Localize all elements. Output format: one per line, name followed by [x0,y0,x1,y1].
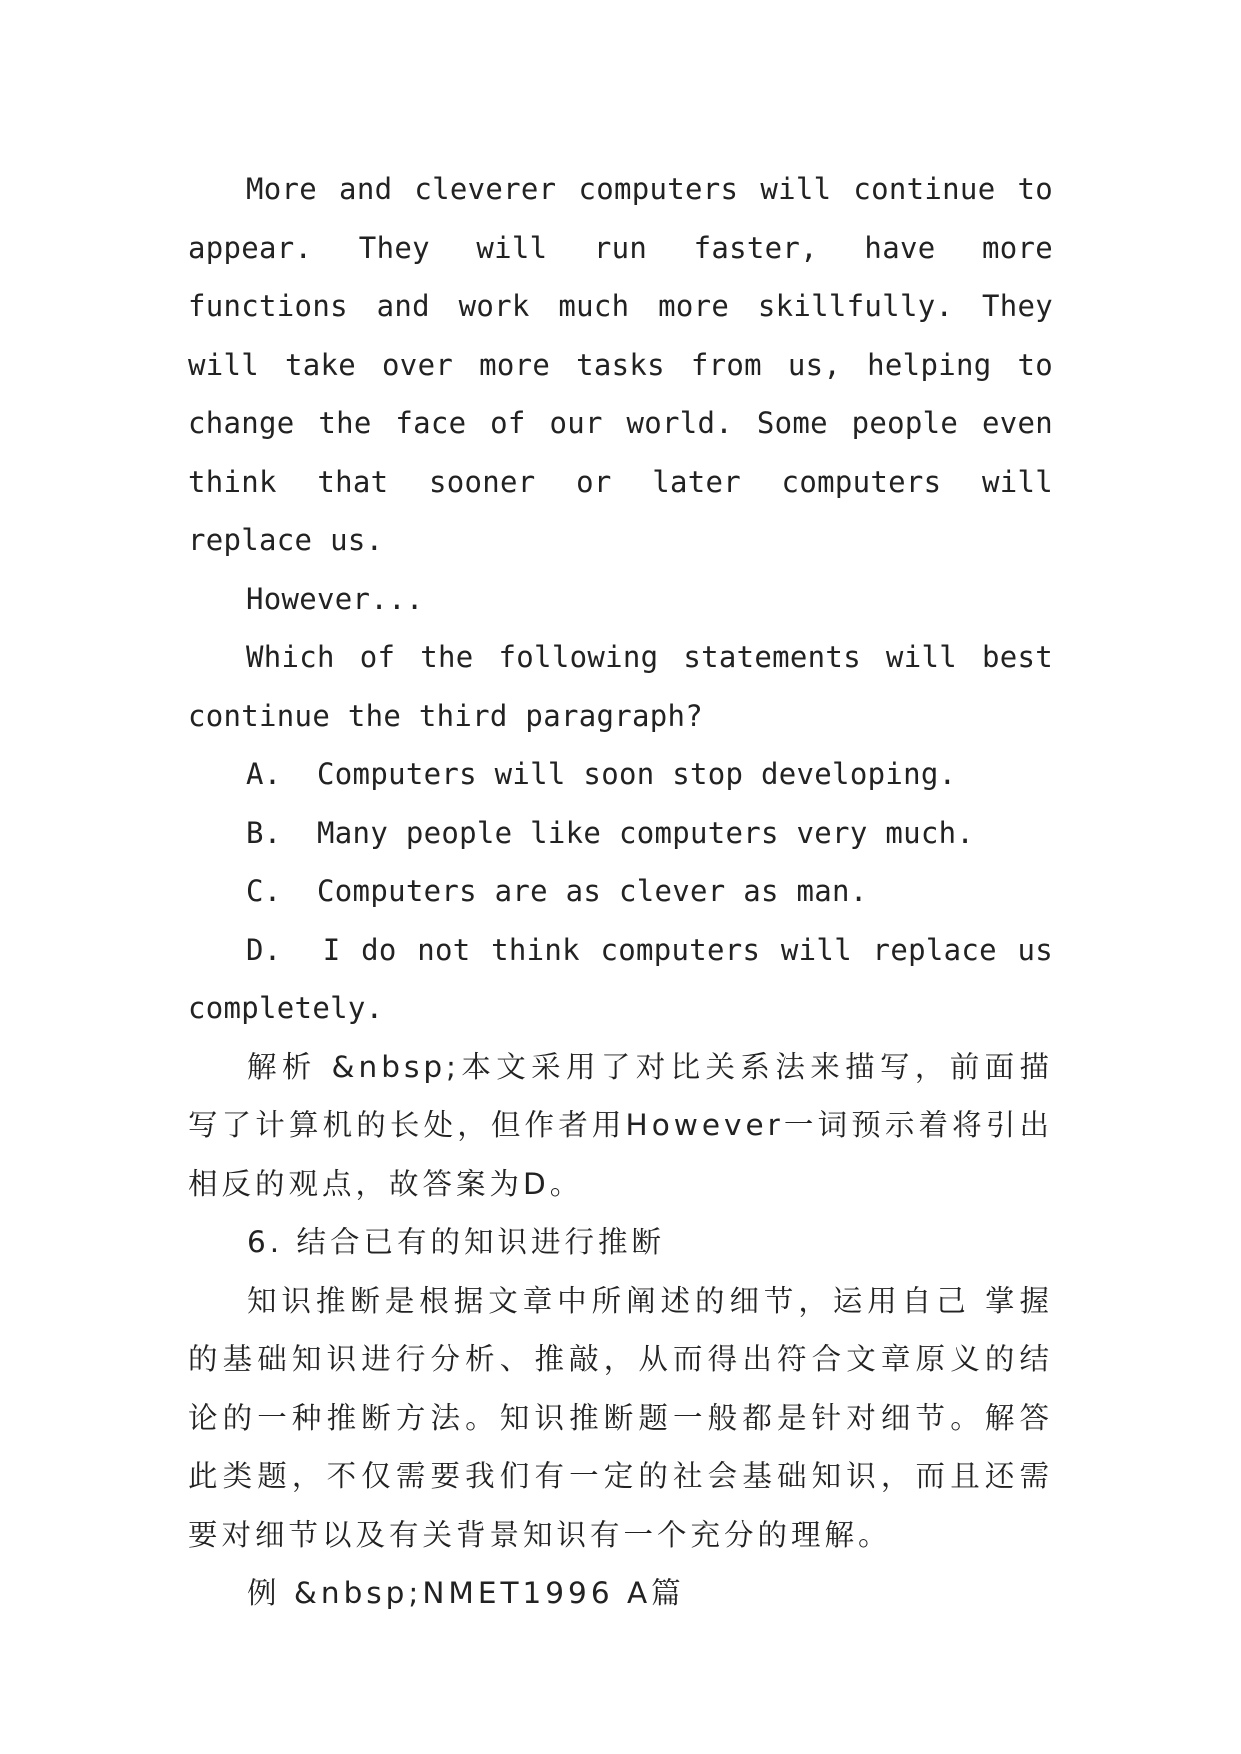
document-body [188,160,1071,1623]
option-b: B. Many people like computers very much. [246,815,975,850]
analysis-paragraph: 解析 &nbsp;本文采用了对比关系法来描写，前面描写了计算机的长处，但作者用However一词预示着将引出相反的观点，故答案为D。 [188,1049,1053,1201]
option-c: C. Computers are as clever as man. [246,874,868,908]
section-heading-6: 6. 结合已有的知识进行推断 [247,1225,666,1259]
example-label: 例 &nbsp;NMET1996 A篇 [247,1576,685,1610]
knowledge-inference-paragraph: 知识推断是根据文章中所阐述的细节，运用自己 掌握的基础知识进行分析、推敲，从而得出符合文章原义的结论的一种推断方法。知识推断题一般都是针对细节。解答此类题，不仅需要我们有一定的社会基础知识，而且还需要对细节以及有关背景知识有一个充分的理解。 [188,1283,1053,1552]
paragraph-however: However... [246,581,424,616]
option-d: D. I do not think computers will replace us completely. [188,932,1071,1025]
paragraph-passage: More and cleverer computers will continue to appear. They will run faster, have more functions and work much more skillfully. They will take over more tasks from us, helping to change the face of our world. Some people even think that sooner or later computers will replace us. [188,172,1071,557]
question-stem: Which of the following statements will best continue the third paragraph? [188,640,1071,733]
option-a: A. Computers will soon stop developing. [246,757,957,791]
